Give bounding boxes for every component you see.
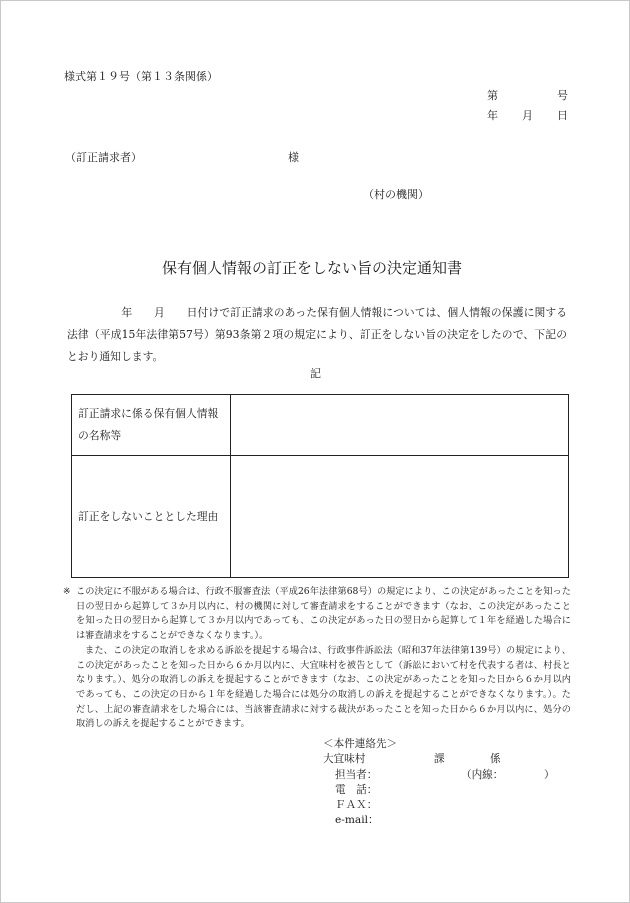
body-text: 年 月 日付けで訂正請求のあった保有個人情報については、個人情報の保護に関する法律（平成15年法律第57号）第93条第２項の規定により、訂正をしない旨の決定をしたので、下記のとおり通知します。: [67, 306, 567, 363]
row-label-info-name: 訂正請求に係る保有個人情報の名称等: [72, 395, 231, 456]
row-label-reason: 訂正をしないこととした理由: [72, 456, 231, 578]
ki-label: 記: [310, 367, 321, 380]
contact-extension-label: （内線：: [461, 768, 504, 781]
note-paragraph-2: また、この決定の取消しを求める訴訟を提起する場合は、行政事件訴訟法（昭和37年法律第139号）の規定により、この決定があったことを知った日から６か月以内に、大宜味村を被告として（訴訟において村を代表する者は、村長となります。）、処分の取消しの訴えを提起することができます（なお、この決定があったことを知った日から６か月以内であっても、この決定の日から１年を経過した場合には処分の取消しの訴えを提起することができなくなります。）。ただし、上記の審査請求をした場合には、当該審査請求に対する裁決があったことを知った日から６か月以内に、処分の取消しの訴えを提起することができます。: [76, 644, 571, 730]
detail-table: [71, 394, 569, 578]
doc-number-prefix: 第: [487, 89, 498, 102]
date-day: 日: [557, 109, 568, 122]
recipient-label: （訂正請求者）: [65, 151, 142, 164]
contact-section: 課: [434, 753, 445, 766]
doc-number-suffix: 号: [557, 89, 568, 102]
table-row: [72, 395, 569, 456]
row-value-reason: [231, 456, 569, 578]
recipient-honorific: 様: [288, 151, 299, 164]
notes-section: [63, 585, 571, 732]
contact-org: 大宜味村: [323, 753, 366, 766]
contact-email-label: e-mail：: [335, 814, 379, 827]
date-year: 年: [487, 109, 498, 122]
table-row: [72, 456, 569, 578]
date-month: 月: [522, 109, 533, 122]
form-number: 様式第１９号（第１３条関係）: [64, 70, 218, 83]
page-title: 保有個人情報の訂正をしない旨の決定通知書: [162, 259, 463, 277]
contact-person-label: 担当者：: [335, 768, 378, 781]
contact-fax-label: ＦＡＸ：: [335, 799, 378, 812]
note-mark: ※: [63, 586, 71, 597]
contact-heading: ＜本件連絡先＞: [323, 738, 398, 750]
contact-phone-label: 電 話：: [335, 783, 378, 796]
row-value-info-name: [231, 395, 569, 456]
contact-unit: 係: [490, 753, 501, 766]
note-paragraph-1: この決定に不服がある場合は、行政不服審査法（平成26年法律第68号）の規定により、この決定があったことを知った日の翌日から起算して３か月以内に、村の機関に対して審査請求をすることができます（なお、この決定があったことを知った日の翌日から起算して３か月以内であっても、この決定があった日の翌日から起算して１年を経過した場合には審査請求をすることができなくなります。）。: [76, 586, 571, 642]
issuer-label: （村の機関）: [363, 188, 429, 201]
contact-extension-close: ）: [544, 768, 555, 781]
